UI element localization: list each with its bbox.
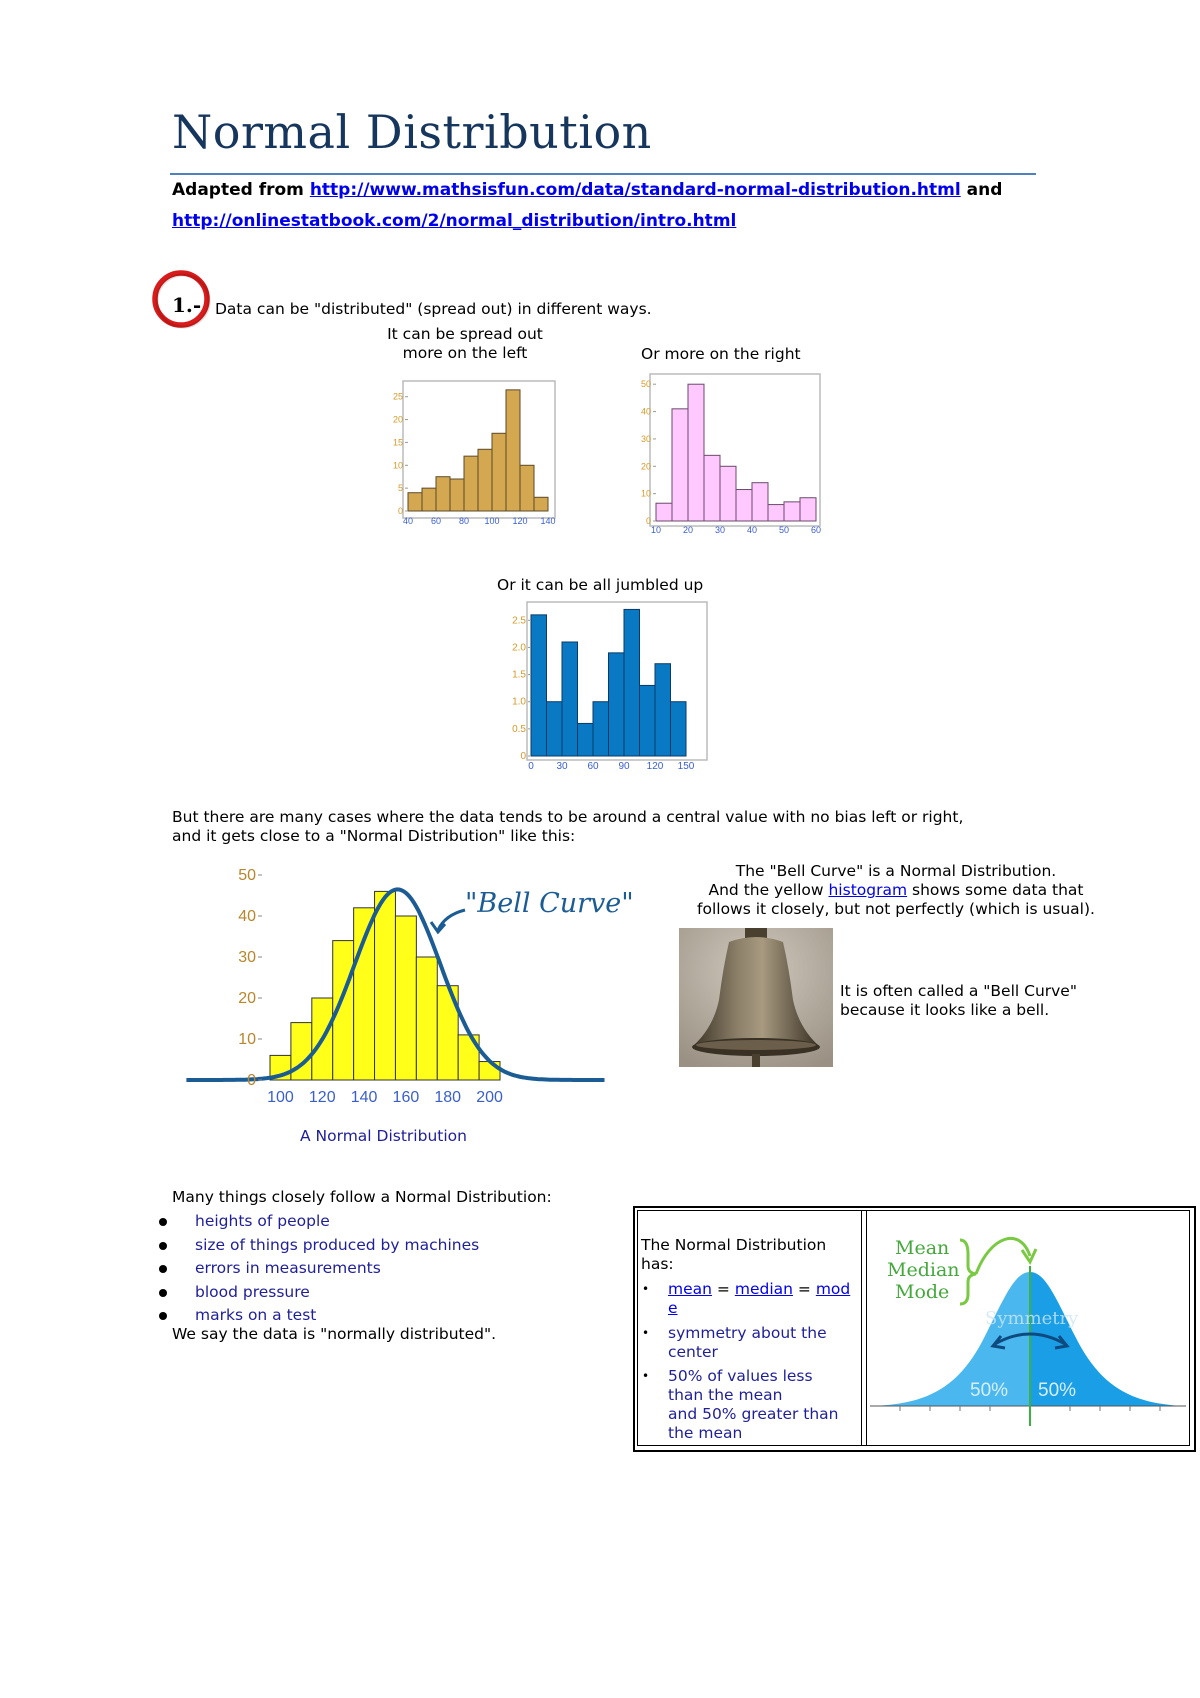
list-item-text: errors in measurements (195, 1259, 381, 1277)
many-things-list (157, 1212, 479, 1330)
histogram-bar (520, 465, 534, 511)
list-item-text: heights of people (195, 1212, 330, 1230)
x-tick-label: 40 (402, 516, 414, 526)
x-tick-label: 80 (458, 516, 470, 526)
mean-link[interactable]: mean (668, 1280, 712, 1298)
source-line-2 (172, 211, 736, 231)
left-caption-line2: more on the left (402, 344, 528, 362)
histogram-bar (464, 456, 478, 511)
y-tick-label: 20 (392, 414, 403, 425)
symmetry-line2: center (668, 1343, 718, 1361)
y-tick-label: 5 (397, 483, 403, 494)
brace-icon (960, 1240, 976, 1304)
histogram-bar (562, 642, 578, 756)
y-tick-label: 1.5 (512, 669, 526, 681)
source-link-onlinestatbook[interactable]: http://onlinestatbook.com/2/normal_distribution/intro.html (172, 211, 737, 231)
central-text (172, 808, 963, 846)
x-tick-label: 50 (778, 525, 790, 535)
bullet-icon: • (642, 1369, 650, 1383)
y-tick-label: 10 (392, 460, 403, 471)
bell-description-line3: follows it closely, but not perfectly (which is usual). (697, 900, 1095, 918)
histogram-bar (416, 957, 437, 1080)
left-caption-line1: It can be spread out (387, 325, 543, 343)
x-tick-label: 150 (677, 761, 695, 772)
x-tick-label: 60 (810, 525, 822, 535)
x-tick-label: 140 (540, 516, 556, 526)
y-tick-label: 0 (520, 751, 526, 762)
central-text-line1: But there are many cases where the data tends to be around a central value with no bias left or right, (172, 808, 964, 826)
step-number: 1.- (172, 293, 202, 317)
left-percent: 50% (970, 1380, 1009, 1401)
table-heading-line2: has: (641, 1255, 674, 1273)
table-divider (861, 1210, 867, 1445)
bell-description-line2 (676, 881, 1116, 900)
histogram-link[interactable]: histogram (828, 881, 908, 899)
equals-sign: = (716, 1280, 730, 1298)
right-percent: 50% (1038, 1380, 1077, 1401)
y-tick-label: 0 (397, 506, 403, 516)
y-tick-label: 50 (238, 867, 256, 884)
y-tick-label: 40 (640, 406, 651, 417)
left-caption (360, 325, 570, 363)
left-skew-histogram (385, 375, 565, 535)
y-tick-label: 2.5 (512, 615, 526, 627)
title-underline (170, 173, 1036, 175)
x-tick-label: 40 (746, 525, 758, 535)
table-item-fifty-percent (642, 1367, 839, 1443)
histogram-bar (655, 664, 671, 756)
y-tick-label: 30 (640, 433, 651, 444)
histogram-bar (609, 653, 625, 756)
histogram-bar (624, 609, 640, 756)
bullet-icon: • (642, 1282, 650, 1296)
x-tick-label: 140 (350, 1089, 378, 1106)
y-tick-label: 20 (238, 990, 256, 1007)
bullet-icon: • (642, 1326, 650, 1340)
normal-caption: A Normal Distribution (300, 1127, 467, 1145)
y-tick-label: 0 (247, 1072, 256, 1089)
x-tick-label: 120 (646, 761, 664, 772)
x-tick-label: 180 (434, 1089, 462, 1106)
y-tick-label: 50 (640, 379, 651, 390)
bell-photo (679, 928, 833, 1067)
page-title: Normal Distribution (172, 105, 652, 159)
y-tick-label: 30 (238, 949, 256, 966)
list-item (157, 1283, 479, 1307)
arrow-icon (976, 1238, 1030, 1274)
equals-sign: = (797, 1280, 811, 1298)
x-tick-label: 200 (476, 1089, 503, 1106)
source-line-1 (172, 180, 1002, 200)
table-item-mean-median-mode (642, 1280, 851, 1318)
histogram-bar (534, 497, 548, 511)
histogram-bar (671, 702, 687, 756)
y-tick-label: 20 (640, 461, 651, 472)
symmetry-line1: symmetry about the (668, 1324, 827, 1342)
bell-photo-text-line1: It is often called a "Bell Curve" (840, 982, 1077, 1000)
histogram-bar (672, 409, 688, 521)
median-link[interactable]: median (734, 1280, 793, 1298)
histogram-bar (450, 479, 464, 511)
histogram-bar (408, 493, 422, 511)
histogram-bar (531, 615, 547, 756)
jumbled-caption: Or it can be all jumbled up (497, 576, 704, 594)
histogram-bar (395, 916, 416, 1080)
y-tick-label: 15 (392, 437, 403, 448)
histogram-bar (736, 490, 752, 521)
histogram-bar (478, 449, 492, 511)
histogram-bar (784, 502, 800, 521)
symmetry-label: Symmetry (985, 1308, 1079, 1329)
histogram-bar (688, 384, 704, 521)
source-link-mathsisfun[interactable]: http://www.mathsisfun.com/data/standard-normal-distribution.html (309, 180, 961, 200)
bell-description-prefix: And the yellow (708, 881, 824, 899)
histogram-bar (506, 390, 520, 511)
list-item (157, 1236, 479, 1260)
histogram-bar (436, 477, 450, 511)
list-item (157, 1259, 479, 1283)
bullet-icon (159, 1218, 167, 1226)
list-item (157, 1212, 479, 1236)
symmetry-diagram (870, 1216, 1186, 1441)
source-conjunction: and (966, 180, 1003, 200)
y-tick-label: 10 (640, 488, 651, 499)
histogram-bar (768, 505, 784, 521)
y-tick-label: 1.0 (512, 696, 526, 708)
bell-icon (679, 928, 833, 1067)
x-tick-label: 120 (512, 516, 528, 526)
y-tick-label: 10 (238, 1031, 256, 1048)
histogram-bar (640, 685, 656, 756)
x-tick-label: 60 (430, 516, 442, 526)
x-tick-label: 30 (714, 525, 726, 535)
histogram-bar (704, 455, 720, 521)
bell-description (676, 862, 1116, 919)
fifty-line3: and 50% greater than (668, 1405, 839, 1423)
histogram-bar (354, 908, 375, 1080)
bell-description-suffix: shows some data that (912, 881, 1084, 899)
source-prefix: Adapted from (172, 180, 304, 200)
histogram-bar (375, 891, 396, 1080)
histogram-bar (720, 466, 736, 521)
bell-photo-text-line2: because it looks like a bell. (840, 1001, 1050, 1019)
mean-label: Mean (895, 1237, 950, 1259)
x-tick-label: 90 (618, 761, 630, 772)
x-tick-label: 100 (484, 516, 500, 526)
jumbled-histogram (495, 598, 715, 778)
central-text-line2: and it gets close to a "Normal Distribution" like this: (172, 827, 576, 845)
fifty-line4: the mean (668, 1424, 743, 1442)
y-tick-label: 25 (392, 391, 403, 402)
bullet-icon (159, 1312, 167, 1320)
fifty-line2: than the mean (668, 1386, 783, 1404)
histogram-bar (492, 433, 506, 511)
histogram-bar (656, 503, 672, 521)
y-tick-label: 0 (645, 516, 651, 526)
right-caption: Or more on the right (641, 345, 801, 363)
bell-curve-chart (175, 860, 634, 1110)
list-item-text: blood pressure (195, 1282, 310, 1301)
mode-link-continued[interactable]: e (668, 1299, 678, 1317)
list-item-text: marks on a test (195, 1306, 317, 1324)
bullet-icon (159, 1265, 167, 1273)
list-item-text: size of things produced by machines (195, 1235, 480, 1254)
histogram-bar (593, 702, 609, 756)
histogram-bar (800, 498, 816, 521)
fifty-line1: 50% of values less (668, 1367, 813, 1385)
bullet-icon (159, 1242, 167, 1250)
many-things-intro: Many things closely follow a Normal Distribution: (172, 1188, 552, 1206)
x-tick-label: 120 (308, 1089, 336, 1106)
table-heading (641, 1236, 826, 1274)
median-label: Median (887, 1259, 960, 1281)
y-tick-label: 2.0 (512, 642, 526, 654)
x-tick-label: 60 (587, 761, 599, 772)
x-tick-label: 30 (556, 761, 568, 772)
x-tick-label: 0 (528, 761, 534, 772)
histogram-bar (422, 488, 436, 511)
x-tick-label: 160 (392, 1089, 420, 1106)
bell-curve-annotation: "Bell Curve" (465, 888, 634, 919)
histogram-bar (752, 483, 768, 521)
mode-label: Mode (895, 1281, 950, 1303)
table-item-symmetry (642, 1324, 827, 1362)
intro-text: Data can be "distributed" (spread out) in different ways. (215, 300, 652, 318)
table-heading-line1: The Normal Distribution (641, 1236, 827, 1254)
histogram-bar (578, 723, 594, 756)
y-tick-label: 0.5 (512, 723, 526, 735)
normally-distributed-text: We say the data is "normally distributed". (172, 1325, 497, 1343)
x-tick-label: 10 (650, 525, 662, 535)
x-tick-label: 100 (267, 1089, 294, 1106)
bell-photo-text (840, 982, 1077, 1020)
mode-link[interactable]: mod (815, 1280, 851, 1298)
bell-description-line1: The "Bell Curve" is a Normal Distribution. (735, 862, 1057, 880)
bullet-icon (159, 1289, 167, 1297)
histogram-bar (547, 702, 563, 756)
histogram-bar (479, 1062, 500, 1080)
y-tick-label: 40 (238, 908, 256, 925)
x-tick-label: 20 (682, 525, 694, 535)
right-skew-histogram (628, 368, 828, 538)
